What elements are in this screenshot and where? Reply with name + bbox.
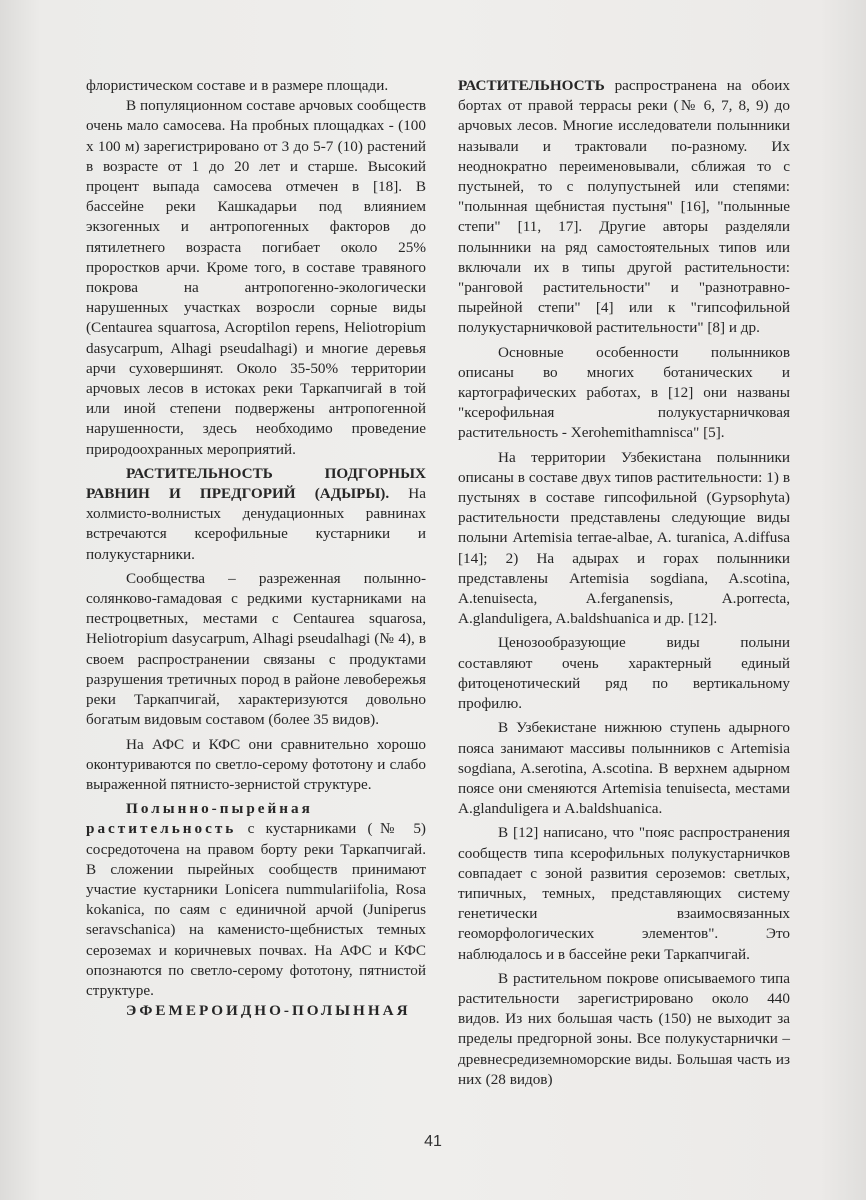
paragraph-text: с кустарниками (№ 5) сосредоточена на правом борту реки Таркапчигай. В сложении пырейных сообществ принимают участие кустарники Lonicera nummulariifolia, Rosa kokanica, по саям с единичной арчой (Juniperus seravschanica) на каменисто-щебнистых темных сероземах и коричневых почвах. На АФС и КФС опознаются по светло-серому фототону, пятнистой структуре. [86, 820, 426, 999]
paragraph: флористическом составе и в размере площади. [86, 77, 389, 94]
paragraph: В растительном покрове описываемого типа растительности зарегистрировано около 440 видов. Из них большая часть (150) не выходит за пределы предгорной зоны. Все полукустарнички – древнесредиземноморские виды. Большая часть из них (28 видов) [458, 969, 790, 1088]
paragraph: Сообщества – разреженная полынно-солянково-гамадовая с редкими кустарниками на пестроцветных, местами с Centaurea squarosa, Heliotropium dasycarpum, Alhagi pseudalhagi (№ 4), в своем распространении связаны с продуктами разрушения третичных пород в районе левобережья реки Таркапчигай, характеризуются довольно богатым видовым составом (более 35 видов). [86, 569, 426, 729]
paragraph-text: На холмисто-волнистых денудационных равнинах встречаются ксерофильные кустарники и полукустарники. [86, 485, 426, 563]
section-heading: РАСТИТЕЛЬНОСТЬ [458, 77, 605, 94]
right-column [458, 76, 790, 1090]
section-paragraph [458, 76, 790, 339]
section-heading: Полынно-пырейная растительность [86, 800, 313, 838]
section-paragraph [86, 464, 426, 565]
paragraph: В [12] написано, что "пояс распространения сообществ типа ксерофильных полукустарничков совпадает с зоной развития сероземов: светлых, типичных, темных, представляющих систему генетически взаимосвязанных геоморфологических элементов". Это наблюдалось и в бассейне реки Таркапчигай. [458, 824, 790, 963]
paragraph: На АФС и КФС они сравнительно хорошо оконтуриваются по светло-серому фототону и слабо выраженной пятнисто-зернистой структуре. [86, 735, 426, 793]
paragraph: Ценозообразующие виды полыни составляют очень характерный единый фитоценотический ряд по вертикальному профилю. [458, 634, 790, 713]
paragraph: Основные особенности полынников описаны во многих ботанических и картографических работах, в [12] они названы "ксерофильная полукустарничковая растительность - Xerohemithamnisca" [5]. [458, 343, 790, 442]
paragraph: В популяционном составе арчовых сообществ очень мало самосева. На пробных площадках - (100 х 100 м) зарегистрировано от 3 до 5-7 (10) растений в возрасте от 1 до 20 лет и старше. Высокий процент выпада самосева отмечен в [18]. В бассейне реки Кашкадарьи под влиянием экзогенных и антропогенных факторов до пятилетнего возраста погибает около 25% проростков арчи. Кроме того, в составе травяного покрова на антропогенно-экологически нарушенных участках возросли сорные виды (Centaurea squarrosa, Acroptilon repens, Heliotropium dasycarpum, Alhagi pseudalhagi) и многие деревья арчи суховершинят. Около 35-50% территории арчовых лесов в истоках реки Таркапчигай в той или иной степени подвержены антропогенной нарушенности, здесь необходимо проведение природоохранных мероприятий. [86, 97, 426, 458]
section-paragraph [86, 799, 426, 1001]
section-heading: РАСТИТЕЛЬНОСТЬ ПОДГОРНЫХ РАВНИН И ПРЕДГОРИЙ (АДЫРЫ). [86, 464, 426, 503]
paragraph: На территории Узбекистана полынники описаны в составе двух типов растительности: 1) в пустынях в составе гипсофильной (Gypsophyta) растительности представлены следующие виды полыни Artemisia terrae-albae, A. turanica, A.diffusa [14]; 2) На адырах и горах полынники представлены Artemisia sogdiana, A.scotina, A.tenuisecta, A.ferganensis, A.porrecta, A.glanduligera, A.baldshuanica и др. [12]. [458, 448, 790, 628]
paragraph: В Узбекистане нижнюю ступень адырного пояса занимают массивы полынников с Artemisia sogdiana, A.serotina, A.scotina. В верхнем адырном поясе они сменяются Artemisia tenuisecta, местами A.glanduligera и A.baldshuanica. [458, 719, 790, 818]
section-heading: ЭФЕМЕРОИДНО-ПОЛЫННАЯ [126, 1002, 411, 1020]
paragraph-text: распространена на обоих бортах от правой террасы реки (№ 6, 7, 8, 9) до арчовых лесов. Многие исследователи полынники называли и трактовали по-разному. Их неоднократно переименовывали, сближая то с пустыней, то с полупустыней или степями: "полынная щебнистая пустыня" [16], "полынные степи" [11, 17]. Другие авторы разделяли полынники на ряд самостоятельных типов или включали их в типы другой растительности: "ранговой растительности" и "разнотравно-пырейной степи" [4] или к "гипсофильной полукустарничковой растительности" [8] и др. [458, 77, 790, 337]
left-column [86, 76, 426, 1021]
page-number: 41 [424, 1133, 442, 1150]
section-paragraph [86, 1001, 426, 1021]
